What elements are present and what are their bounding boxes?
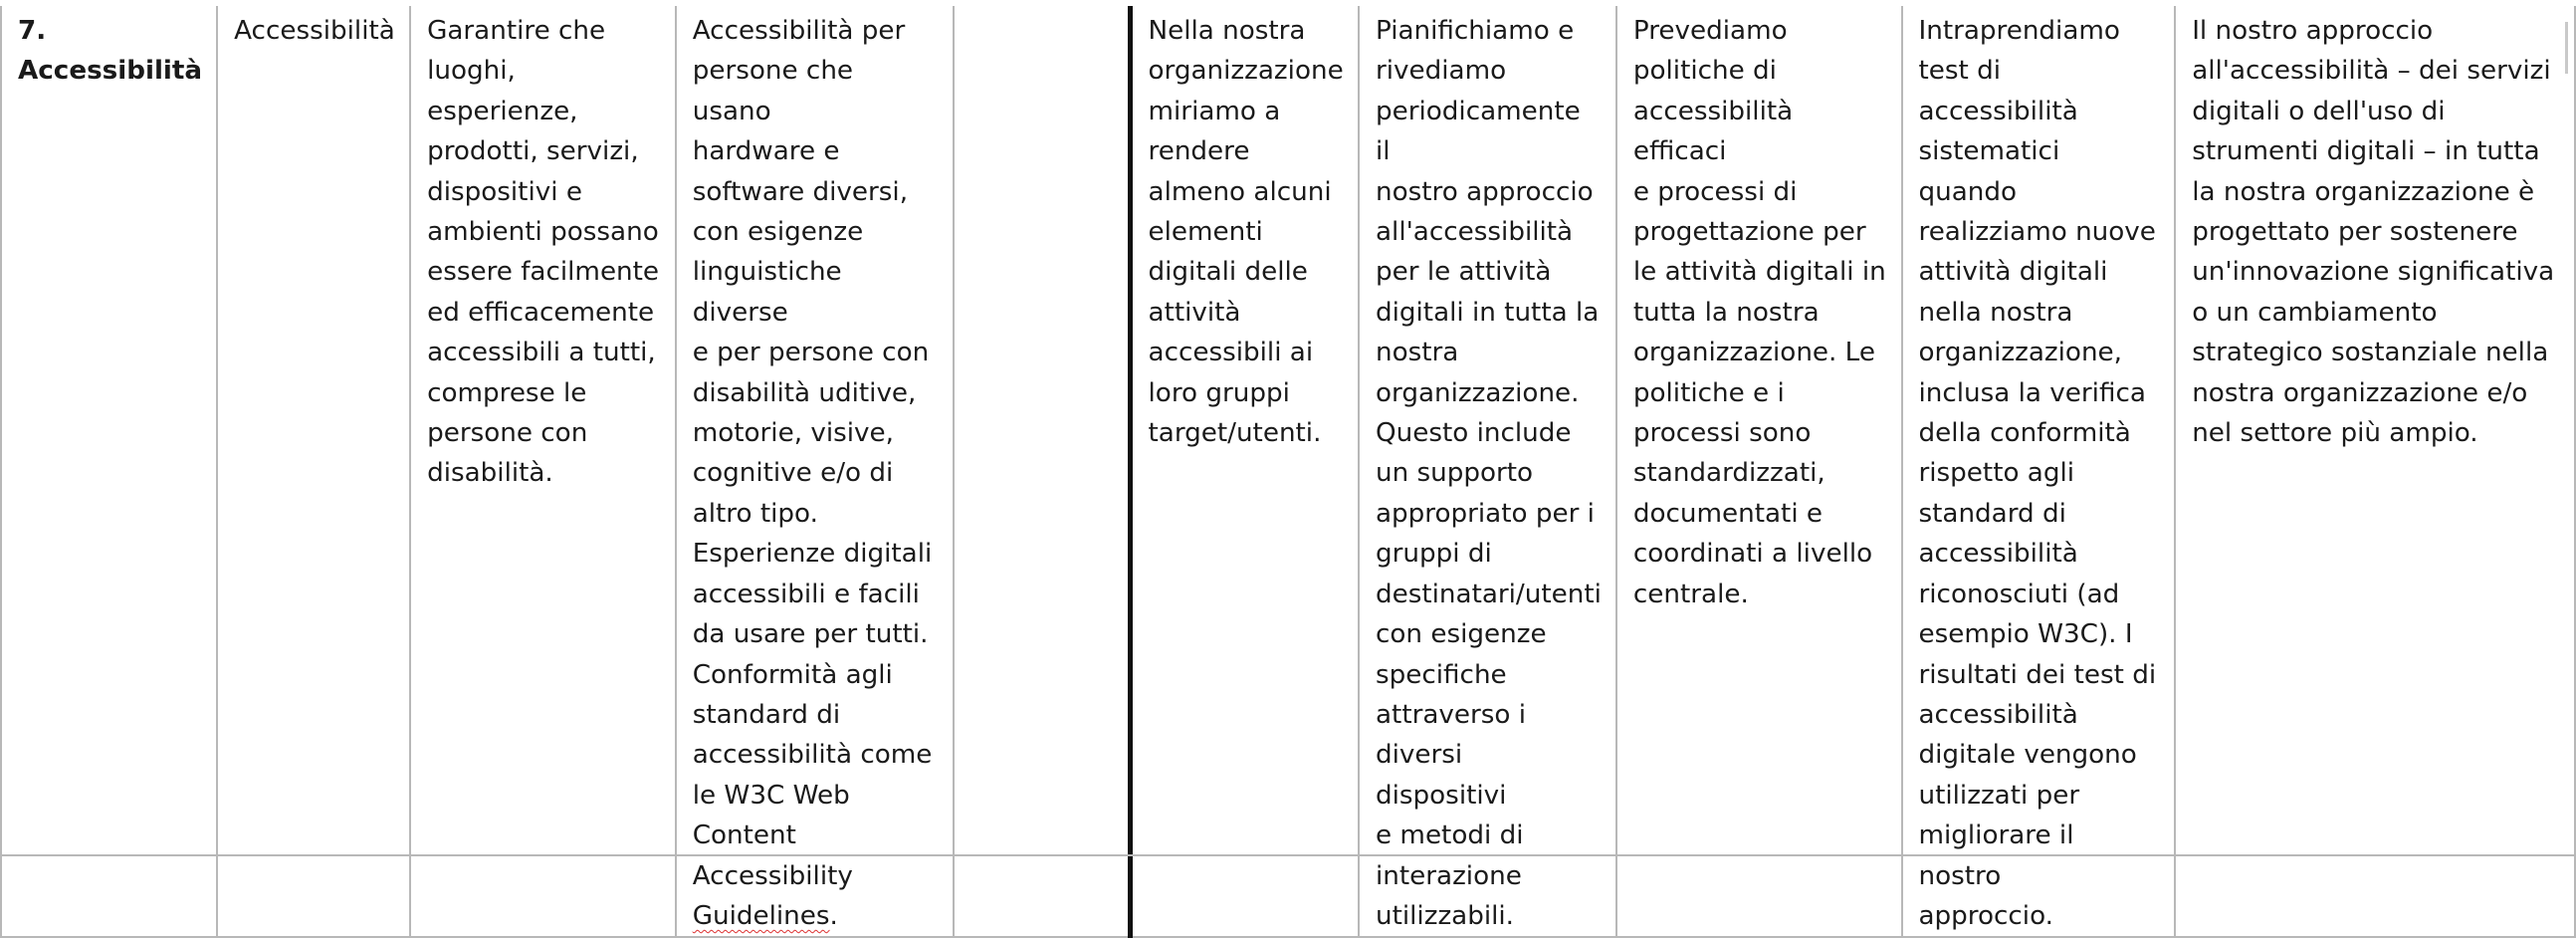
criterion-cell[interactable]: 7. Accessibilità <box>1 6 217 937</box>
level-2-cell[interactable]: Pianifichiamo e rivediamo periodicamente il nostro approccio all'accessibilità per le attività digitali in tutta la nostra organizzazione. Questo include un supporto appropriato per i gruppi di destinatari/utenti con esigenze specifiche attraverso i diversi dispositivi e metodi di interazione utilizzabili. <box>1359 6 1616 937</box>
level-3-cell[interactable]: Prevediamo politiche di accessibilità efficaci e processi di progettazione per le attività digitali in tutta la nostra organizzazione. Le politiche e i processi sono standardizzati, documentati e coordinati a livello centrale. <box>1616 6 1902 937</box>
level-5-cell[interactable]: Il nostro approccio all'accessibilità – dei servizi digitali o dell'uso di strumenti digitali – in tutta la nostra organizzazione è progettato per sostenere un'innovazione significativa o un cambiamento strategico sostanziale nella nostra organizzazione e/o nel settore più ampio. <box>2175 6 2575 937</box>
level-1-cell[interactable]: Nella nostra organizzazione miriamo a rendere almeno alcuni elementi digitali delle attività accessibili ai loro gruppi target/utenti. <box>1130 6 1359 937</box>
description-end: . <box>829 900 838 931</box>
spellcheck-word[interactable]: Guidelines <box>692 900 830 931</box>
definition-cell[interactable]: Garantire che luoghi, esperienze, prodotti, servizi, dispositivi e ambienti possano essere facilmente ed efficacemente accessibili a tutti, comprese le persone con disabilità. <box>410 6 676 937</box>
table-bottom-border <box>0 854 2576 856</box>
maturity-table <box>0 6 2576 938</box>
notes-cell[interactable] <box>954 6 1130 937</box>
table-row <box>1 6 2575 937</box>
level-4-cell[interactable]: Intraprendiamo test di accessibilità sistematici quando realizziamo nuove attività digitali nella nostra organizzazione, inclusa la verifica della conformità rispetto agli standard di accessibilità riconosciuti (ad esempio W3C). I risultati dei test di accessibilità digitale vengono utilizzati per migliorare il nostro approccio. <box>1902 6 2176 937</box>
dimension-cell[interactable]: Accessibilità <box>217 6 410 937</box>
scrollbar-edge[interactable] <box>2565 22 2568 74</box>
description-cell[interactable] <box>676 6 954 937</box>
description-text: Accessibilità per persone che usano hardware e software diversi, con esigenze linguistiche diverse e per persone con disabilità uditive, motorie, visive, cognitive e/o di altro tipo. Esperienze digitali accessibili e facili da usare per tutti. Conformità agli standard di accessibilità come le W3C Web Content Accessibility <box>692 16 933 891</box>
